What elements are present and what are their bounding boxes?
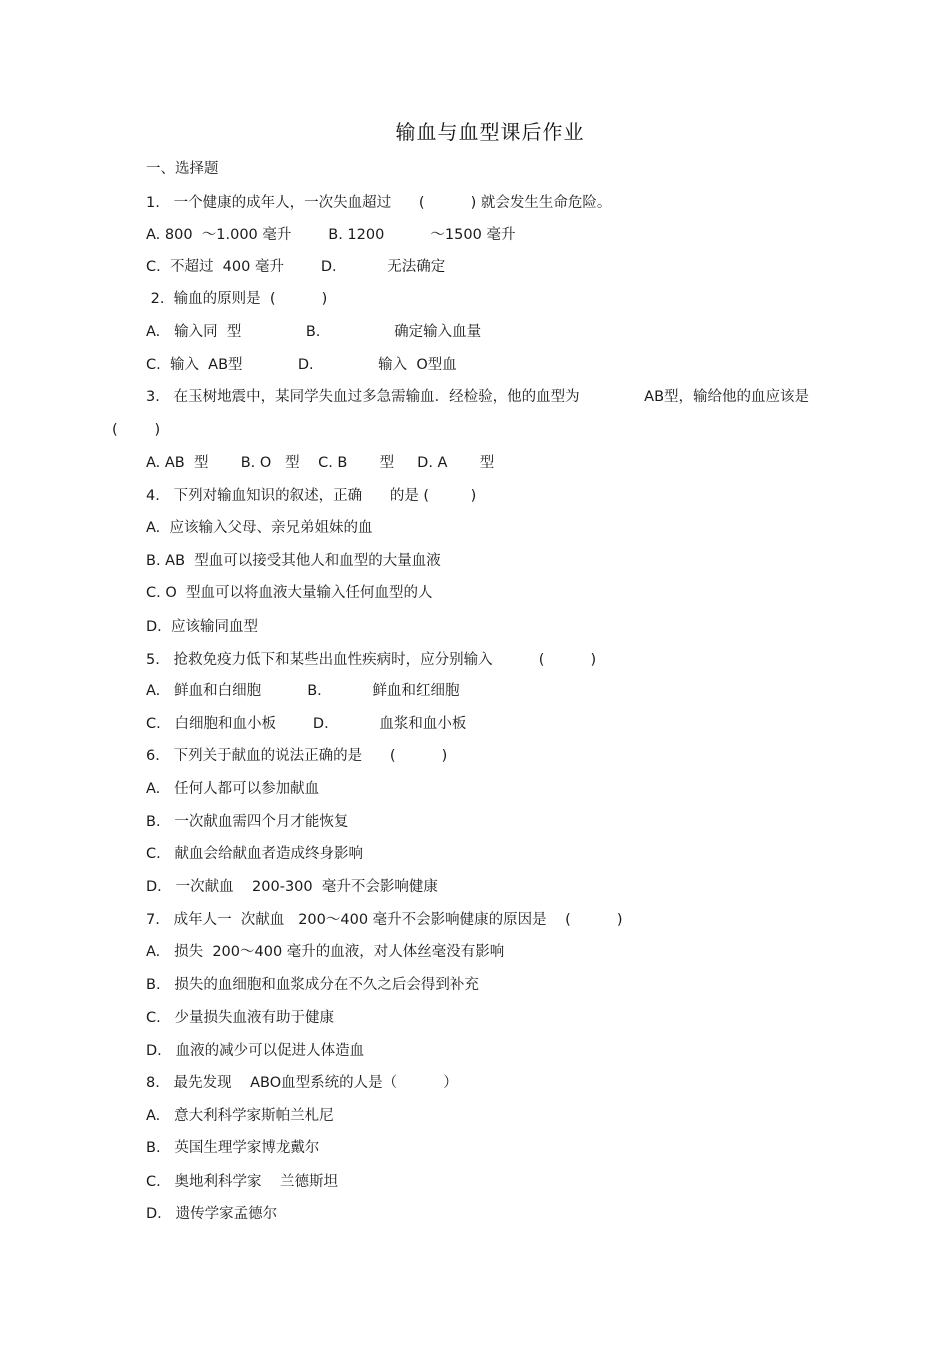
- question-7: 7. 成年人一 次献血 200～400 毫升不会影响健康的原因是 ( ): [146, 912, 623, 928]
- question-4-option-b: B. AB 型血可以接受其他人和血型的大量血液: [146, 553, 441, 569]
- question-2: 2. 输血的原则是 ( ): [146, 291, 328, 307]
- section-heading: 一、选择题: [146, 161, 219, 177]
- question-8-option-d: D. 遗传学家孟德尔: [146, 1206, 278, 1222]
- question-1-options-cd: C. 不超过 400 毫升 D. 无法确定: [146, 259, 446, 275]
- question-3: 3. 在玉树地震中，某同学失血过多急需输血．经检验，他的血型为 AB型，输给他的血应该是: [146, 389, 810, 405]
- question-8-option-c: C. 奥地利科学家 兰德斯坦: [146, 1174, 338, 1190]
- question-4: 4. 下列对输血知识的叙述，正确 的是 ( ): [146, 488, 477, 504]
- question-3-continued: ( ): [112, 422, 161, 438]
- question-6: 6. 下列关于献血的说法正确的是 ( ): [146, 748, 448, 764]
- question-4-option-c: C. O 型血可以将血液大量输入任何血型的人: [146, 585, 433, 601]
- question-6-option-d: D. 一次献血 200-300 毫升不会影响健康: [146, 879, 438, 895]
- question-1: 1. 一个健康的成年人，一次失血超过 ( ) 就会发生生命危险。: [146, 195, 612, 211]
- question-5-options-ab: A. 鲜血和白细胞 B. 鲜血和红细胞: [146, 683, 460, 699]
- question-5-options-cd: C. 白细胞和血小板 D. 血浆和血小板: [146, 716, 467, 732]
- question-8-option-b: B. 英国生理学家博龙戴尔: [146, 1140, 320, 1156]
- document-title: 输血与血型课后作业: [395, 120, 585, 144]
- question-6-option-c: C. 献血会给献血者造成终身影响: [146, 846, 364, 862]
- question-5: 5. 抢救免疫力低下和某些出血性疾病时，应分别输入 ( ): [146, 652, 597, 668]
- question-6-option-a: A. 任何人都可以参加献血: [146, 781, 320, 797]
- question-2-options-cd: C. 输入 AB型 D. 输入 O型血: [146, 357, 457, 373]
- question-7-option-b: B. 损失的血细胞和血浆成分在不久之后会得到补充: [146, 977, 479, 993]
- question-4-option-d: D. 应该输同血型: [146, 619, 258, 635]
- question-6-option-b: B. 一次献血需四个月才能恢复: [146, 814, 349, 830]
- question-1-options-ab: A. 800 ～1.000 毫升 B. 1200 ～1500 毫升: [146, 227, 516, 243]
- question-4-option-a: A. 应该输入父母、亲兄弟姐妹的血: [146, 520, 373, 536]
- question-8: 8. 最先发现 ABO血型系统的人是（ ）: [146, 1075, 458, 1091]
- question-8-option-a: A. 意大利科学家斯帕兰札尼: [146, 1108, 334, 1124]
- question-3-options: A. AB 型 B. O 型 C. B 型 D. A 型: [146, 455, 495, 471]
- question-7-option-d: D. 血液的减少可以促进人体造血: [146, 1043, 365, 1059]
- question-7-option-c: C. 少量损失血液有助于健康: [146, 1010, 335, 1026]
- question-2-options-ab: A. 输入同 型 B. 确定输入血量: [146, 324, 482, 340]
- question-7-option-a: A. 损失 200～400 毫升的血液，对人体丝毫没有影响: [146, 944, 505, 960]
